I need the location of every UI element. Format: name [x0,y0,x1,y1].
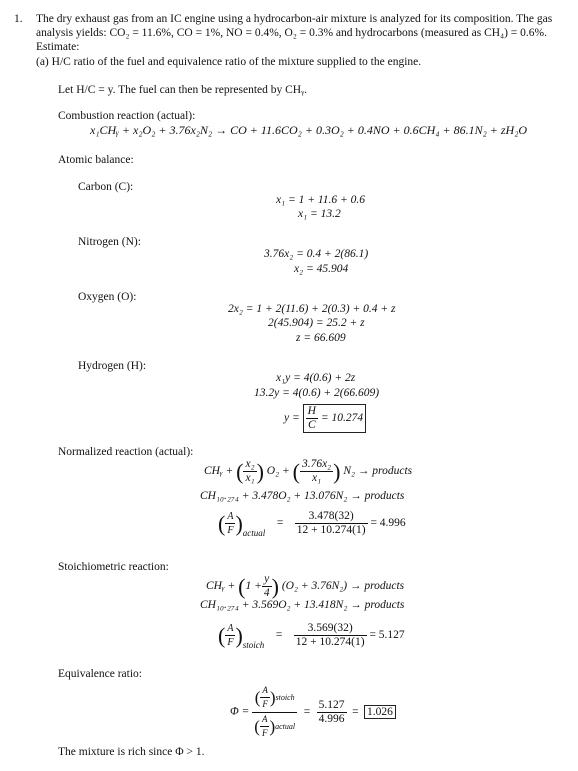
problem-line-2: analysis yields: CO₂ = 11.6%, CO = 1%, NO = 0.4%, O₂ = 0.3% and hydrocarbons (measured as CH₄) = 0.6%. [36,27,547,39]
a-symbol: A [227,623,234,634]
f-symbol: F [227,525,234,536]
paren-close: ) [271,574,279,599]
paren-close: ) [235,511,243,536]
den-sub: actual [275,722,296,732]
paren-close: ) [256,459,264,484]
conclusion-text: The mixture is rich since Φ > 1. [58,746,205,758]
frac-num: 3.569(32) [294,622,367,636]
problem-number: 1. [14,13,23,25]
paren-open: ( [254,688,261,707]
frac-num: x₂ [245,458,255,470]
problem-part-a: (a) H/C ratio of the fuel and equivalence ratio of the mixture supplied to the engine. [36,56,422,68]
af-actual-expression [218,510,406,540]
f-symbol: F [262,699,268,709]
problem-line-3: Estimate: [36,41,80,53]
af-stoich-expression [218,622,405,652]
paren-open: ( [236,459,244,484]
paren-close: ) [269,688,276,707]
frac-num: y [262,573,272,587]
paren-open: ( [218,511,226,536]
paren-open: ( [218,623,226,648]
stoich-one-plus: 1 + [245,580,262,593]
frac-den: x₁ [312,472,322,484]
equivalence-heading: Equivalence ratio: [58,668,142,680]
h-over-c-fraction [306,405,318,432]
intro-text: Let H/C = y. The fuel can then be represented by CHᵧ. [58,84,308,96]
af-sub-stoich: stoich [242,640,265,651]
nitrogen-eq-2: x₂ = 45.904 [294,263,349,275]
af-stoich-fraction [294,622,367,649]
phi-number-fraction [317,699,347,726]
af-stoich-term [252,684,297,713]
hydrogen-eq-1: x₁y = 4(0.6) + 2z [276,372,356,384]
problem-line-1: The dry exhaust gas from an IC engine using a hydrocarbon-air mixture is analyzed for its composition. The gas [36,13,553,25]
h-symbol: H [307,405,316,417]
equivalence-expression [230,684,396,740]
frac-num: 3.478(32) [295,510,368,524]
frac-den: 4.996 [318,712,345,725]
normalized-eq-1 [204,458,412,485]
x2-over-x1 [243,458,256,485]
stoich-eq-1 [206,573,404,600]
af-stoich-result: = 5.127 [369,629,405,642]
y-over-4 [262,573,272,600]
stoich-eq1-part-b: (O₂ + 3.76N₂) → products [281,580,405,593]
paren-close: ) [269,717,276,736]
oxygen-eq-1: 2x₂ = 1 + 2(11.6) + 2(0.3) + 0.4 + z [228,303,396,315]
af-actual-result: = 4.996 [370,517,406,530]
paren-close: ) [235,623,243,648]
c-symbol: C [307,419,316,431]
carbon-eq-1: x₁ = 1 + 11.6 + 0.6 [276,194,366,206]
a-over-f [225,622,235,649]
nitrogen-label: Nitrogen (N): [78,236,141,248]
paren-open: ( [254,717,260,736]
a-symbol: A [227,511,234,522]
atomic-balance-heading: Atomic balance: [58,154,134,166]
f-symbol: F [227,637,234,648]
norm-eq1-part-b: O₂ + [266,465,290,478]
normalized-eq-2: CH₁₀.₂₇₄ + 3.478O₂ + 13.076N₂ → products [200,490,405,502]
a-over-f [225,510,235,537]
norm-eq1-part-c: N₂ → products [343,465,413,478]
frac-num: 3.76x₂ [301,458,332,470]
af-actual-term [252,713,297,740]
y-lhs: y = [284,412,300,425]
normalized-heading: Normalized reaction (actual): [58,446,194,458]
paren-close: ) [333,459,341,484]
paren-open: ( [238,574,246,599]
af-sub-actual: actual [242,528,266,539]
carbon-label: Carbon (C): [78,181,134,193]
stoich-eq1-part-a: CHᵧ + [206,580,236,593]
f-symbol: F [261,728,268,738]
frac-den: 12 + 10.274(1) [295,636,365,648]
combustion-heading: Combustion reaction (actual): [58,110,196,122]
a-over-f [260,713,270,740]
frac-num: 5.127 [318,698,345,711]
af-equals: = [276,517,284,530]
paren-open: ( [292,459,300,484]
hydrogen-y-result [284,404,366,433]
a-over-f [260,684,270,711]
nitrogen-eq-1: 3.76x₂ = 0.4 + 2(86.1) [264,248,369,260]
af-equals: = [275,629,283,642]
oxygen-label: Oxygen (O): [78,291,137,303]
phi-equals-1: = [302,705,311,718]
phi-equals-2: = [351,705,360,718]
oxygen-eq-3: z = 66.609 [296,332,346,344]
carbon-eq-2: x₁ = 13.2 [298,208,341,220]
num-sub: stoich [275,693,295,703]
frac-den: 4 [263,587,270,599]
stoich-heading: Stoichiometric reaction: [58,561,169,573]
hydrogen-label: Hydrogen (H): [78,360,147,372]
stoich-eq-2: CH₁₀.₂₇₄ + 3.569O₂ + 13.418N₂ → products [200,599,405,611]
hydrogen-eq-2: 13.2y = 4(0.6) + 2(66.609) [254,387,380,399]
answer-box-hc [303,404,366,433]
a-symbol: A [260,684,270,698]
af-actual-fraction [295,510,368,537]
answer-box-phi: 1.026 [364,705,396,719]
376x2-over-x1 [300,458,333,485]
frac-den: 12 + 10.274(1) [296,524,366,536]
a-symbol: A [260,713,270,727]
phi-lhs: Φ = [230,705,250,718]
norm-eq1-part-a: CHᵧ + [204,465,234,478]
combustion-equation: x₁CHᵧ + x₂O₂ + 3.76x₂N₂ → CO + 11.6CO₂ + 0.3O₂ + 0.4NO + 0.6CH₄ + 86.1N₂ + zH₂O [90,123,528,137]
oxygen-eq-2: 2(45.904) = 25.2 + z [268,317,365,329]
af-ratio-fraction [252,684,297,740]
y-rhs: = 10.274 [320,412,364,425]
frac-den: x₁ [245,472,255,484]
